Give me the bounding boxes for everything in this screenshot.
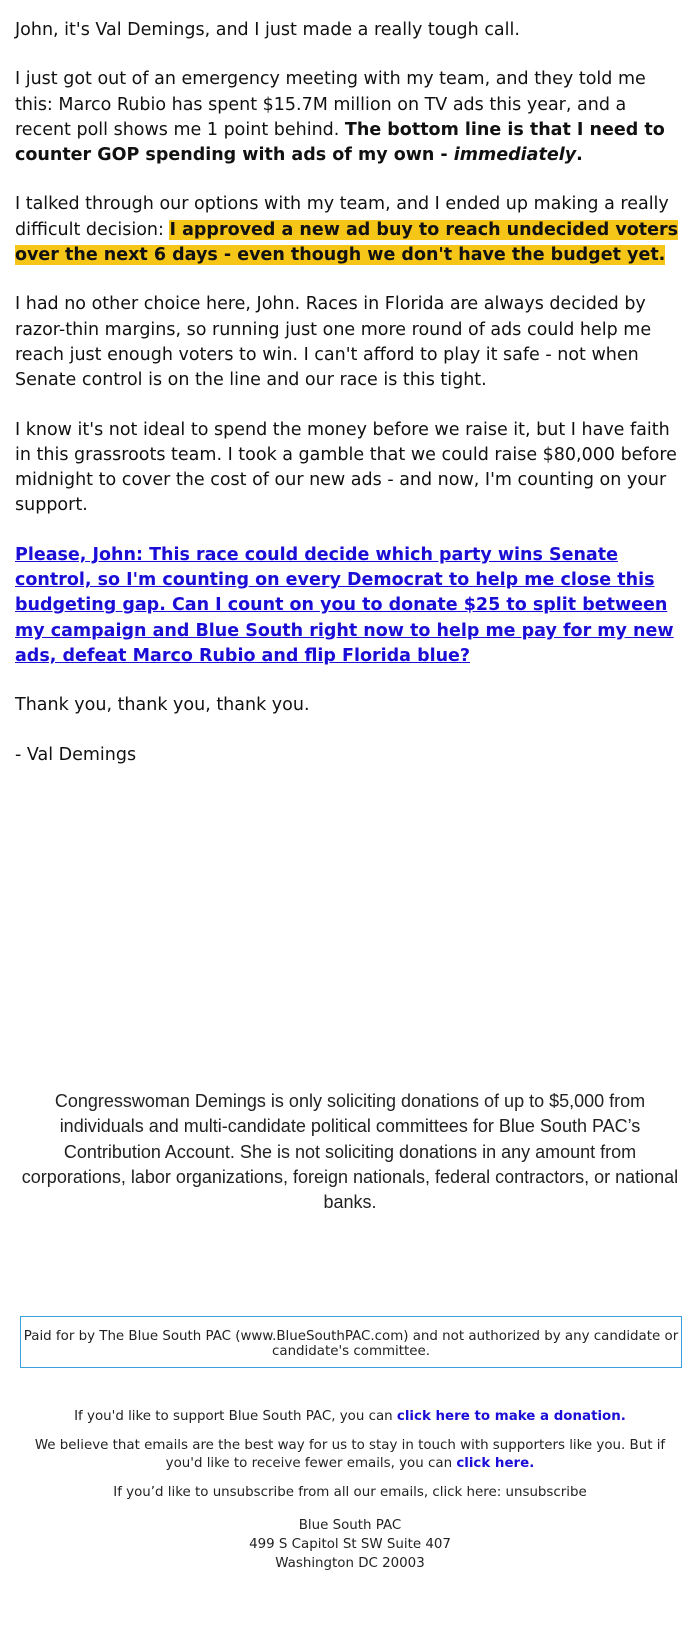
street-address: 499 S Capitol St SW Suite 407 bbox=[249, 1537, 451, 1552]
solicitation-disclaimer: Congresswoman Demings is only soliciting donations of up to $5,000 from individuals and multi-candidate political committees for Blue South PAC’s Contribution Account. She is not soliciting donations in any amount from corporations, labor organizations, foreign nationals, federal contractors, or national banks. bbox=[21, 1091, 679, 1213]
meeting-paragraph bbox=[15, 67, 685, 168]
fewer-emails-text: We believe that emails are the best way for us to stay in touch with supporters like you. But if you'd like to receive fewer emails, you can bbox=[34, 1438, 666, 1471]
decision-highlight: I approved a new ad buy to reach undecided voters over the next 6 days - even though we don't have the budget yet. bbox=[15, 219, 679, 266]
footer bbox=[18, 1408, 682, 1573]
no-choice-paragraph: I had no other choice here, John. Races in Florida are always decided by razor-thin margins, so running just one more round of ads could help me reach just enough voters to win. I can't afford to play it safe - not when Senate control is on the line and our race is this tight. bbox=[15, 294, 652, 391]
unsubscribe-line bbox=[18, 1484, 682, 1502]
bottom-line-bold: The bottom line is that I need to counter GOP spending with ads of my own - bbox=[15, 119, 665, 166]
unsubscribe-link[interactable]: unsubscribe bbox=[505, 1485, 587, 1500]
gamble-paragraph: I know it's not ideal to spend the money before we raise it, but I have faith in this grassroots team. I took a gamble that we could raise $80,000 before midnight to cover the cost of our new ads - and now, I'm counting on your support. bbox=[15, 419, 677, 516]
support-line bbox=[18, 1408, 682, 1426]
thanks-paragraph: Thank you, thank you, thank you. bbox=[15, 695, 310, 716]
paid-for-box: Paid for by The Blue South PAC (www.BlueSouthPAC.com) and not authorized by any candidate or candidate's committee. bbox=[20, 1316, 682, 1368]
fewer-emails-link[interactable]: click here. bbox=[456, 1456, 535, 1471]
meeting-text: I just got out of an emergency meeting with my team, and they told me this: Marco Rubio has spent $15.7M million on TV ads this year, and a recent poll shows me 1 point behind. bbox=[15, 69, 646, 140]
decision-paragraph bbox=[15, 192, 685, 268]
greeting-paragraph: John, it's Val Demings, and I just made a really tough call. bbox=[15, 20, 520, 40]
donate-cta-link[interactable]: Please, John: This race could decide which party wins Senate control, so I'm counting on every Democrat to help me close this budgeting gap. Can I count on you to donate $25 to split between my campaign and Blue South right now to help me pay for my new ads, defeat Marco Rubio and flip Florida blue? bbox=[15, 544, 674, 666]
donation-link[interactable]: click here to make a donation. bbox=[396, 1409, 626, 1424]
bottom-line-end: . bbox=[576, 145, 583, 166]
email-body bbox=[15, 18, 685, 792]
org-name: Blue South PAC bbox=[298, 1518, 402, 1533]
immediately-text: immediately bbox=[453, 145, 577, 166]
city-address: Washington DC 20003 bbox=[275, 1556, 425, 1571]
signature: - Val Demings bbox=[15, 744, 137, 765]
postal-address bbox=[18, 1516, 682, 1573]
decision-text: I talked through our options with my team, and I ended up making a really difficult decision: bbox=[15, 194, 669, 240]
unsubscribe-text: If you’d like to unsubscribe from all our emails, click here: bbox=[113, 1485, 506, 1500]
fewer-emails-line bbox=[18, 1437, 682, 1473]
cta-paragraph bbox=[15, 543, 685, 669]
support-text: If you'd like to support Blue South PAC, you can bbox=[74, 1409, 397, 1424]
